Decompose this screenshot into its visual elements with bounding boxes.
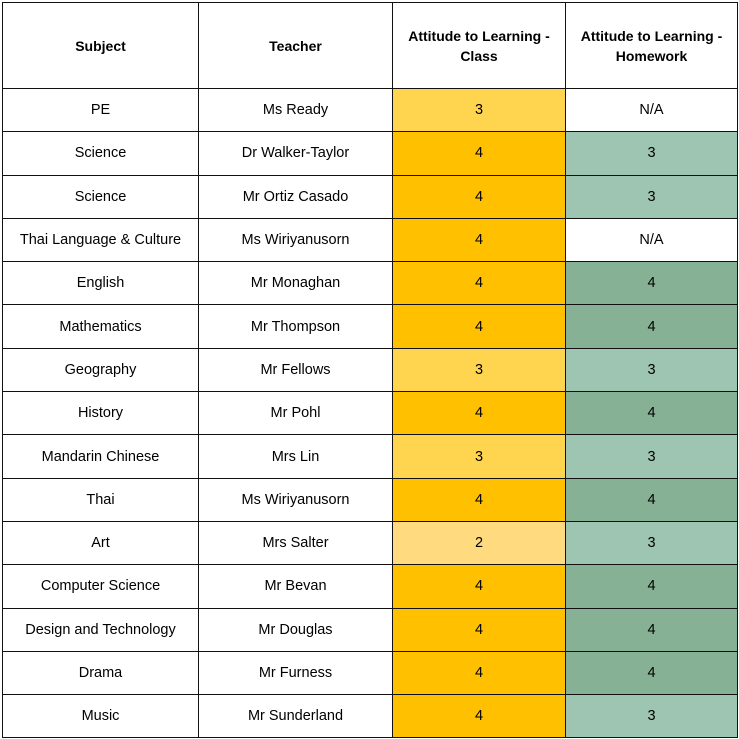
class-score-cell: 4	[393, 478, 566, 521]
class-score-cell: 2	[393, 521, 566, 564]
teacher-cell: Mr Fellows	[199, 348, 393, 391]
table-row	[3, 478, 738, 521]
subject-cell: Music	[3, 695, 199, 738]
table-row	[3, 695, 738, 738]
homework-score-cell: 3	[566, 521, 738, 564]
class-score-cell: 4	[393, 175, 566, 218]
teacher-cell: Mr Sunderland	[199, 695, 393, 738]
table-row	[3, 132, 738, 175]
class-score-cell: 4	[393, 262, 566, 305]
subject-cell: Science	[3, 132, 199, 175]
teacher-cell: Dr Walker-Taylor	[199, 132, 393, 175]
teacher-cell: Mr Thompson	[199, 305, 393, 348]
table-row	[3, 89, 738, 132]
table-row	[3, 175, 738, 218]
homework-score-cell: 3	[566, 695, 738, 738]
subject-cell: Thai Language & Culture	[3, 218, 199, 261]
subject-cell: History	[3, 392, 199, 435]
teacher-cell: Mr Ortiz Casado	[199, 175, 393, 218]
class-score-cell: 3	[393, 435, 566, 478]
homework-score-cell: 3	[566, 175, 738, 218]
subject-cell: Mathematics	[3, 305, 199, 348]
teacher-cell: Ms Wiriyanusorn	[199, 218, 393, 261]
subject-cell: Mandarin Chinese	[3, 435, 199, 478]
subject-cell: Design and Technology	[3, 608, 199, 651]
homework-score-cell: 4	[566, 305, 738, 348]
subject-cell: Computer Science	[3, 565, 199, 608]
homework-score-cell: 4	[566, 565, 738, 608]
class-score-cell: 4	[393, 651, 566, 694]
class-score-cell: 4	[393, 608, 566, 651]
teacher-column-header: Teacher	[199, 3, 393, 89]
class-score-cell: 3	[393, 348, 566, 391]
subject-cell: PE	[3, 89, 199, 132]
table-row	[3, 262, 738, 305]
table-body	[3, 89, 738, 738]
homework-score-cell: 3	[566, 435, 738, 478]
homework-attitude-column-header: Attitude to Learning - Homework	[566, 3, 738, 89]
subject-cell: Science	[3, 175, 199, 218]
class-score-cell: 4	[393, 132, 566, 175]
teacher-cell: Mr Bevan	[199, 565, 393, 608]
table-row	[3, 218, 738, 261]
homework-score-cell: 4	[566, 608, 738, 651]
teacher-cell: Ms Ready	[199, 89, 393, 132]
homework-score-cell: N/A	[566, 89, 738, 132]
subject-cell: Geography	[3, 348, 199, 391]
subject-column-header: Subject	[3, 3, 199, 89]
class-score-cell: 4	[393, 565, 566, 608]
teacher-cell: Mr Douglas	[199, 608, 393, 651]
homework-score-cell: 4	[566, 478, 738, 521]
table-row	[3, 435, 738, 478]
teacher-cell: Ms Wiriyanusorn	[199, 478, 393, 521]
homework-score-cell: 4	[566, 392, 738, 435]
table-row	[3, 348, 738, 391]
class-score-cell: 4	[393, 305, 566, 348]
subject-cell: Art	[3, 521, 199, 564]
teacher-cell: Mr Monaghan	[199, 262, 393, 305]
table-row	[3, 608, 738, 651]
table-row	[3, 565, 738, 608]
table-row	[3, 305, 738, 348]
class-score-cell: 4	[393, 695, 566, 738]
class-score-cell: 3	[393, 89, 566, 132]
homework-score-cell: 3	[566, 132, 738, 175]
class-score-cell: 4	[393, 218, 566, 261]
header-row	[3, 3, 738, 89]
attitude-to-learning-table	[2, 2, 738, 738]
table-row	[3, 521, 738, 564]
teacher-cell: Mr Pohl	[199, 392, 393, 435]
homework-score-cell: N/A	[566, 218, 738, 261]
homework-score-cell: 3	[566, 348, 738, 391]
teacher-cell: Mrs Salter	[199, 521, 393, 564]
table-row	[3, 651, 738, 694]
class-score-cell: 4	[393, 392, 566, 435]
subject-cell: Thai	[3, 478, 199, 521]
teacher-cell: Mr Furness	[199, 651, 393, 694]
class-attitude-column-header: Attitude to Learning - Class	[393, 3, 566, 89]
homework-score-cell: 4	[566, 651, 738, 694]
table-row	[3, 392, 738, 435]
teacher-cell: Mrs Lin	[199, 435, 393, 478]
subject-cell: Drama	[3, 651, 199, 694]
homework-score-cell: 4	[566, 262, 738, 305]
subject-cell: English	[3, 262, 199, 305]
